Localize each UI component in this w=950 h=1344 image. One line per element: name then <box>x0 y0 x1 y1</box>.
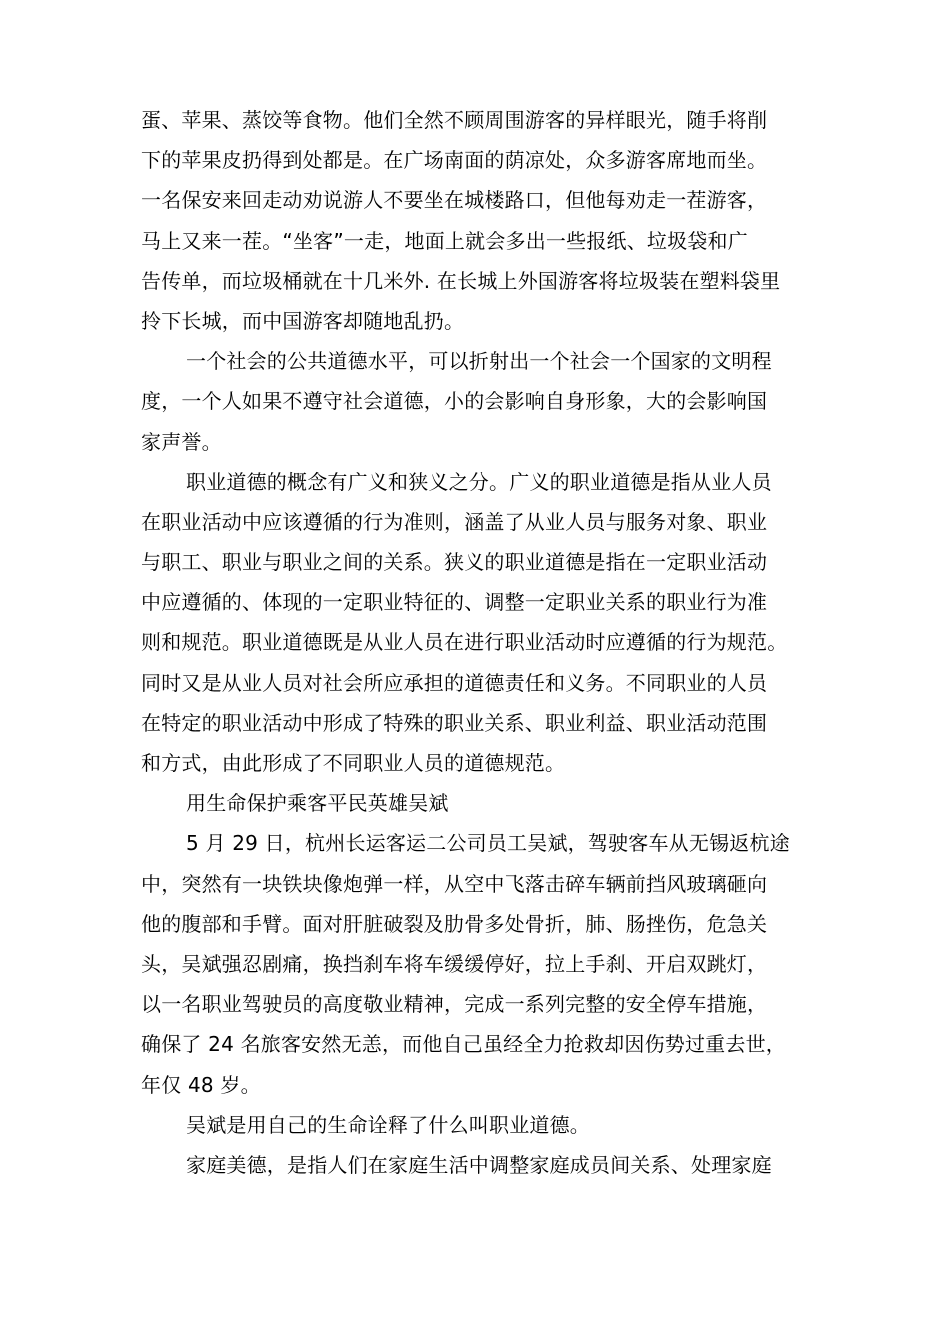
text-line: 中，突然有一块铁块像炮弹一样，从空中飞落击碎车辆前挡风玻璃砸向 <box>141 871 768 896</box>
text-line: 和方式，由此形成了不同职业人员的道德规范。 <box>141 751 566 775</box>
text-line: 蛋、苹果、蒸饺等食物。他们全然不顾周围游客的异样眼光，随手将削 <box>141 108 768 132</box>
text-line: 5 月 29 日，杭州长运客运二公司员工吴斌，驾驶客车从无锡返杭途 <box>186 831 790 856</box>
text-line: 家庭美德，是指人们在家庭生活中调整家庭成员间关系、处理家庭 <box>186 1152 772 1177</box>
text-line: 他的腹部和手臂。面对肝脏破裂及肋骨多处骨折，肺、肠挫伤，危急关 <box>141 911 768 936</box>
text-line: 同时又是从业人员对社会所应承担的道德责任和义务。不同职业的人员 <box>141 670 768 695</box>
text-line: 一个社会的公共道德水平，可以折射出一个社会一个国家的文明程 <box>186 349 772 374</box>
text-line: 年仅 48 岁。 <box>141 1072 261 1097</box>
text-line: 职业道德的概念有广义和狭义之分。广义的职业道德是指从业人员 <box>186 469 772 494</box>
text-line: 拎下长城，而中国游客却随地乱扔。 <box>141 308 465 333</box>
text-line: 与职工、职业与职业之间的关系。狭义的职业道德是指在一定职业活动 <box>141 550 768 575</box>
text-line: 在职业活动中应该遵循的行为准则，涵盖了从业人员与服务对象、职业 <box>141 509 768 534</box>
text-line: 则和规范。职业道德既是从业人员在进行职业活动时应遵循的行为规范。 <box>141 630 788 655</box>
text-line: 度，一个人如果不遵守社会道德，小的会影响自身形象，大的会影响国 <box>141 389 768 414</box>
text-line: 头，吴斌强忍剧痛，换挡刹车将车缓缓停好，拉上手刹、开启双跳灯， <box>141 951 768 976</box>
text-line: 下的苹果皮扔得到处都是。在广场南面的荫凉处，众多游客席地而坐。 <box>141 148 768 173</box>
text-line: 中应遵循的、体现的一定职业特征的、调整一定职业关系的职业行为准 <box>141 590 768 615</box>
text-line: 以一名职业驾驶员的高度敬业精神，完成一系列完整的安全停车措施， <box>141 992 768 1017</box>
text-line: 家声誉。 <box>141 429 222 454</box>
document-body <box>141 100 825 1185</box>
text-line: 用生命保护乘客平民英雄吴斌 <box>186 791 449 816</box>
text-line: 确保了 24 名旅客安然无恙，而他自己虽经全力抢救却因伤势过重去世， <box>141 1032 786 1057</box>
text-line: 马上又来一茬。“坐客”一走，地面上就会多出一些报纸、垃圾袋和广 <box>141 228 748 253</box>
text-line: 告传单，而垃圾桶就在十几米外. 在长城上外国游客将垃圾装在塑料袋里 <box>141 268 781 293</box>
text-line: 一名保安来回走动劝说游人不要坐在城楼路口，但他每劝走一茬游客， <box>141 188 768 213</box>
text-line: 在特定的职业活动中形成了特殊的职业关系、职业利益、职业活动范围 <box>141 710 768 735</box>
text-line: 吴斌是用自己的生命诠释了什么叫职业道德。 <box>186 1112 590 1137</box>
